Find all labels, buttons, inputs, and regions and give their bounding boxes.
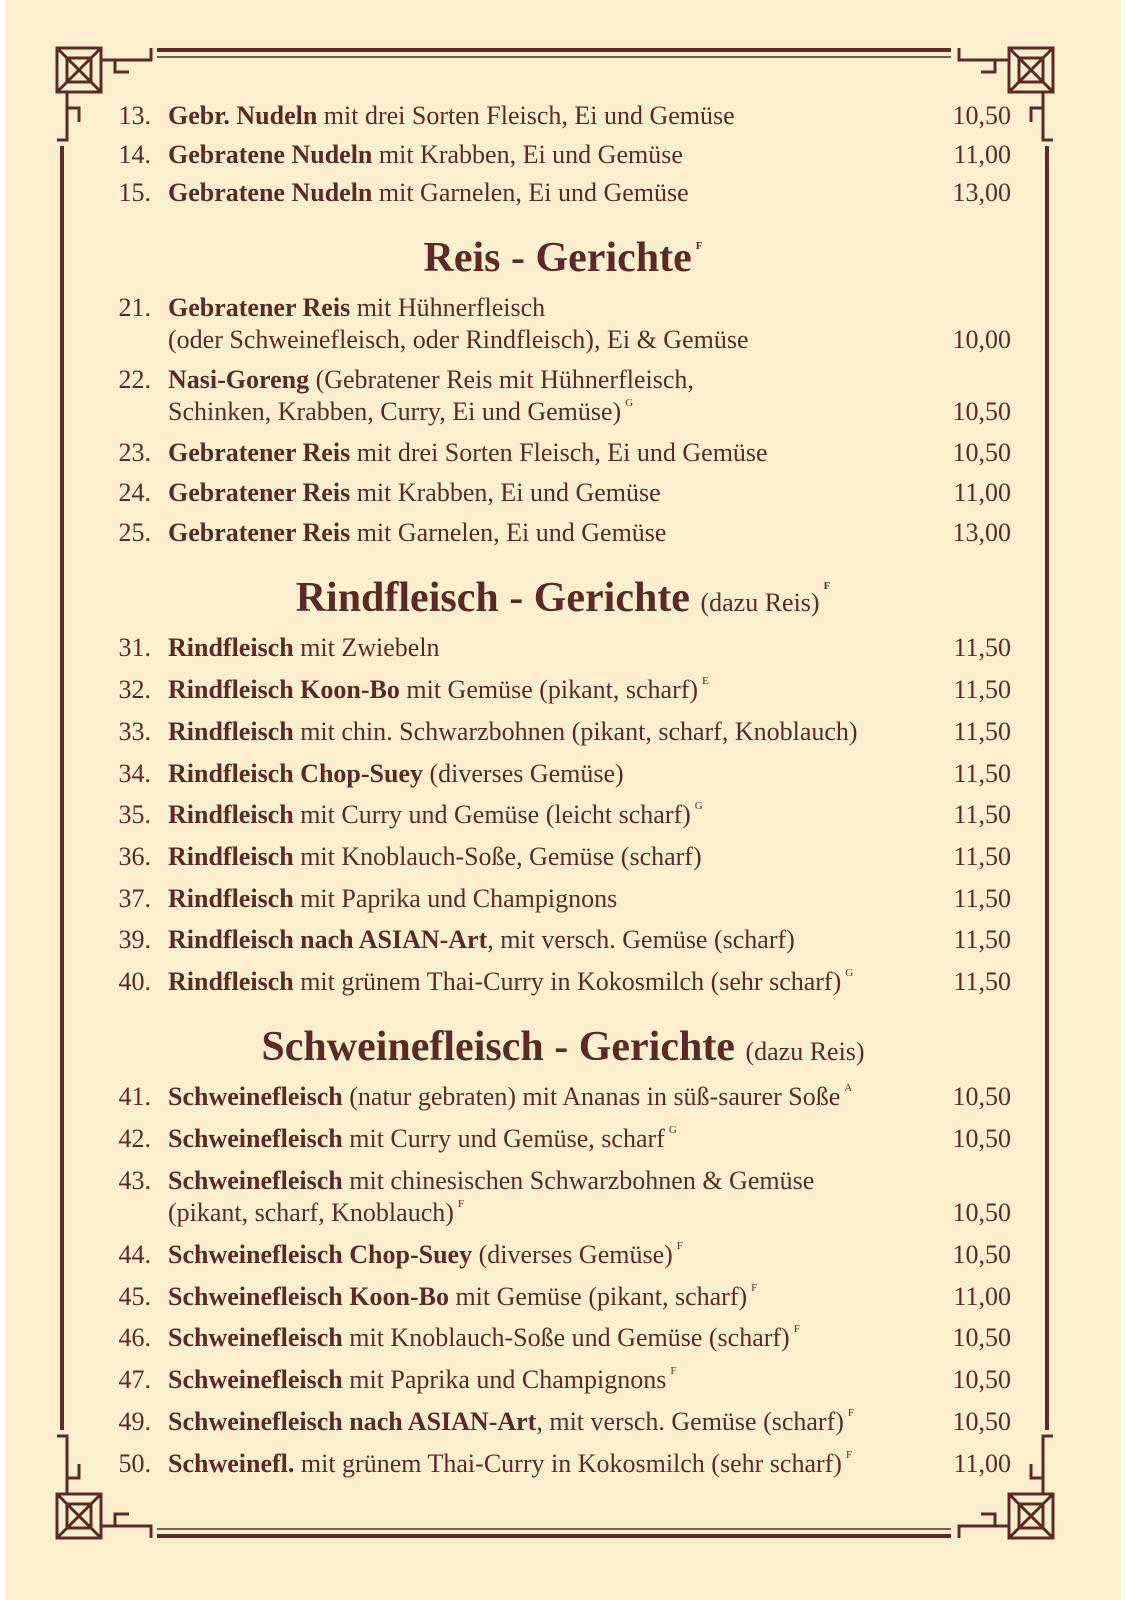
allergen-mark: F [751, 1282, 758, 1294]
item-number: 14. [118, 140, 151, 169]
item-price: 10,50 [952, 438, 1011, 467]
item-number: 32. [118, 675, 151, 704]
item-number: 43. [118, 1166, 151, 1195]
section-subtitle: (dazu Reis) [745, 1037, 865, 1066]
item-number: 40. [118, 967, 151, 996]
item-description: mit Krabben, Ei und Gemüse [372, 140, 683, 169]
item-name: Gebratener Reis [168, 438, 351, 467]
item-price: 13,00 [952, 178, 1011, 207]
item-number: 47. [118, 1365, 151, 1394]
item-number: 35. [118, 800, 151, 829]
item-name: Rindfleisch [168, 884, 294, 913]
item-number: 22. [118, 365, 151, 394]
item-price: 11,50 [953, 842, 1011, 871]
item-description: mit drei Sorten Fleisch, Ei und Gemüse [317, 101, 735, 130]
item-description: mit Paprika und Champignons [293, 884, 618, 913]
allergen-mark: F [823, 580, 831, 592]
item-number: 49. [118, 1407, 151, 1436]
item-number: 50. [118, 1449, 151, 1478]
item-price: 10,50 [952, 1198, 1011, 1227]
item-price: 10,50 [952, 1124, 1011, 1153]
item-description-line2: (pikant, scharf, Knoblauch) [168, 1198, 454, 1227]
item-name: Rindfleisch Koon-Bo [168, 675, 400, 704]
item-description: , mit versch. Gemüse (scharf) [536, 1407, 844, 1436]
item-number: 15. [118, 178, 151, 207]
item-description: mit grünem Thai-Curry in Kokosmilch (sehr scharf) [293, 967, 842, 996]
item-description: (natur gebraten) mit Ananas in süß-saurer Soße [342, 1082, 841, 1111]
item-number: 42. [118, 1124, 151, 1153]
item-name: Gebr. Nudeln [168, 101, 318, 130]
item-price: 11,50 [953, 884, 1011, 913]
item-description: mit chinesischen Schwarzbohnen & Gemüse [342, 1166, 815, 1195]
allergen-mark: F [676, 1240, 683, 1252]
item-description: (Gebratener Reis mit Hühnerfleisch, [309, 365, 694, 394]
allergen-mark: G [694, 800, 703, 812]
allergen-mark: E [702, 675, 709, 687]
item-description: (diverses Gemüse) [423, 759, 624, 788]
section-subtitle: (dazu Reis) [700, 588, 820, 617]
item-number: 41. [118, 1082, 151, 1111]
item-description: mit Krabben, Ei und Gemüse [350, 478, 661, 507]
allergen-mark: F [847, 1407, 855, 1419]
section-title: Reis - Gerichte [423, 235, 692, 281]
section-heading [5, 1023, 1121, 1076]
item-name: Gebratener Reis [168, 293, 351, 322]
item-number: 46. [118, 1323, 151, 1352]
allergen-mark: G [845, 967, 854, 979]
item-description: mit Paprika und Champignons [342, 1365, 667, 1394]
section-heading [5, 574, 1121, 632]
item-description: mit Knoblauch-Soße und Gemüse (scharf) [342, 1323, 790, 1352]
item-price: 11,50 [953, 925, 1011, 954]
item-number: 31. [118, 633, 151, 662]
item-description: mit Curry und Gemüse (leicht scharf) [293, 800, 691, 829]
item-name: Rindfleisch [168, 633, 294, 662]
item-price: 11,50 [953, 717, 1011, 746]
item-name: Rindfleisch [168, 842, 294, 871]
item-price: 11,50 [953, 675, 1011, 704]
item-name: Gebratener Reis [168, 478, 351, 507]
item-number: 21. [118, 293, 151, 322]
item-price: 11,50 [953, 633, 1011, 662]
allergen-mark: F [845, 1449, 853, 1461]
item-name: Schweinefleisch [168, 1365, 343, 1394]
item-description: mit Knoblauch-Soße, Gemüse (scharf) [293, 842, 702, 871]
allergen-mark: F [670, 1365, 677, 1377]
item-number: 36. [118, 842, 151, 871]
allergen-mark: F [793, 1323, 800, 1335]
item-name: Rindfleisch [168, 800, 294, 829]
item-description: mit drei Sorten Fleisch, Ei und Gemüse [350, 438, 768, 467]
item-name: Schweinefleisch Chop-Suey [168, 1240, 473, 1269]
item-number: 34. [118, 759, 151, 788]
item-price: 10,50 [952, 1407, 1011, 1436]
item-name: Rindfleisch nach ASIAN-Art [168, 925, 488, 954]
item-name: Gebratene Nudeln [168, 178, 373, 207]
item-description: mit Hühnerfleisch [350, 293, 546, 322]
item-description: mit chin. Schwarzbohnen (pikant, scharf, Knoblauch) [293, 717, 858, 746]
item-number: 39. [118, 925, 151, 954]
item-price: 11,50 [953, 759, 1011, 788]
item-name: Gebratener Reis [168, 518, 351, 547]
item-description: mit Zwiebeln [293, 633, 440, 662]
item-name: Rindfleisch [168, 967, 294, 996]
item-name: Schweinefleisch [168, 1124, 343, 1153]
allergen-mark: G [625, 397, 634, 409]
item-number: 25. [118, 518, 151, 547]
allergen-mark: G [668, 1124, 677, 1136]
item-price: 11,00 [953, 140, 1011, 169]
item-name: Nasi-Goreng [168, 365, 310, 394]
item-name: Schweinefl. [168, 1449, 295, 1478]
item-name: Rindfleisch [168, 717, 294, 746]
section-title: Schweinefleisch - Gerichte [261, 1024, 735, 1070]
menu-page [5, 0, 1121, 1600]
item-price: 11,00 [953, 1449, 1011, 1478]
item-description: (diverses Gemüse) [472, 1240, 673, 1269]
item-description: mit Gemüse (pikant, scharf) [448, 1282, 748, 1311]
item-price: 10,50 [952, 1082, 1011, 1111]
item-number: 24. [118, 478, 151, 507]
item-price: 11,50 [953, 800, 1011, 829]
item-name: Schweinefleisch [168, 1323, 343, 1352]
item-name: Schweinefleisch [168, 1082, 343, 1111]
item-price: 10,00 [952, 325, 1011, 354]
item-name: Gebratene Nudeln [168, 140, 373, 169]
allergen-mark: F [695, 240, 703, 252]
item-price: 10,50 [952, 101, 1011, 130]
item-description-line2: Schinken, Krabben, Curry, Ei und Gemüse) [168, 397, 622, 426]
item-price: 11,00 [953, 478, 1011, 507]
item-description: , mit versch. Gemüse (scharf) [487, 925, 795, 954]
item-description: mit grünem Thai-Curry in Kokosmilch (sehr scharf) [294, 1449, 842, 1478]
item-number: 45. [118, 1282, 151, 1311]
item-number: 33. [118, 717, 151, 746]
item-name: Schweinefleisch [168, 1166, 343, 1195]
item-name: Schweinefleisch nach ASIAN-Art [168, 1407, 537, 1436]
item-number: 23. [118, 438, 151, 467]
allergen-mark: F [457, 1198, 465, 1210]
item-number: 44. [118, 1240, 151, 1269]
item-description: mit Curry und Gemüse, scharf [342, 1124, 665, 1153]
item-name: Rindfleisch Chop-Suey [168, 759, 423, 788]
item-description: mit Gemüse (pikant, scharf) [399, 675, 699, 704]
item-price: 13,00 [952, 518, 1011, 547]
item-number: 13. [118, 101, 151, 130]
item-number: 37. [118, 884, 151, 913]
item-price: 11,50 [953, 967, 1011, 996]
section-heading [5, 234, 1121, 292]
item-description: mit Garnelen, Ei und Gemüse [350, 518, 667, 547]
item-price: 10,50 [952, 1240, 1011, 1269]
item-description: mit Garnelen, Ei und Gemüse [372, 178, 689, 207]
allergen-mark: A [844, 1082, 853, 1094]
item-price: 10,50 [952, 397, 1011, 426]
item-price: 10,50 [952, 1323, 1011, 1352]
item-description-line2: (oder Schweinefleisch, oder Rindfleisch), Ei & Gemüse [168, 325, 749, 354]
item-price: 10,50 [952, 1365, 1011, 1394]
item-price: 11,00 [953, 1282, 1011, 1311]
item-name: Schweinefleisch Koon-Bo [168, 1282, 449, 1311]
section-title: Rindfleisch - Gerichte [295, 575, 690, 621]
